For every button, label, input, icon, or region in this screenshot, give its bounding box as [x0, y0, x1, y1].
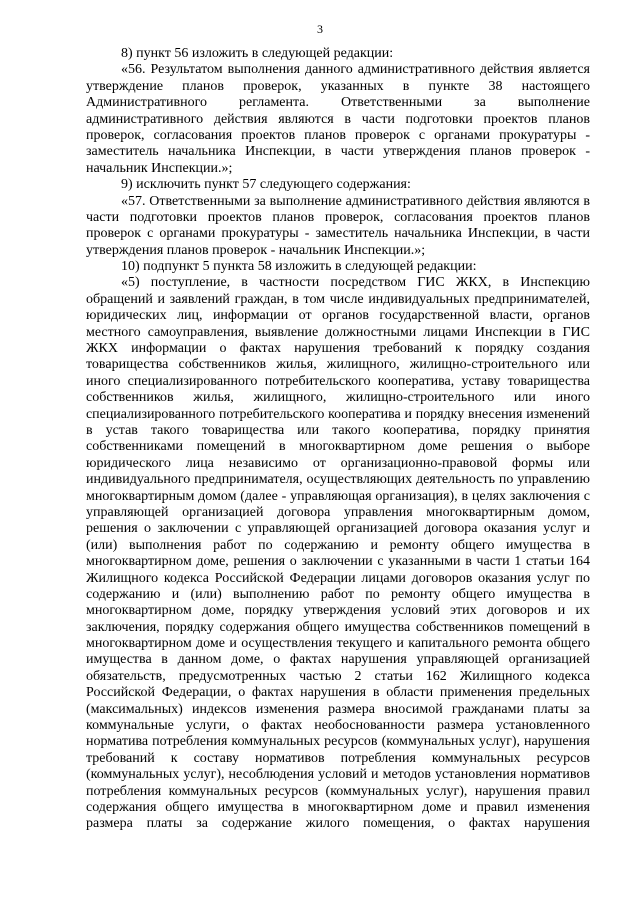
text-line: 10) подпункт 5 пункта 58 изложить в следующей редакции: [121, 259, 477, 275]
text-line: имущества в данном доме, о фактах нарушения управляющей организацией [86, 652, 590, 668]
text-line: «5) поступление, в частности посредством ГИС ЖКХ, в Инспекцию [121, 275, 590, 291]
text-line: (или) выполнения работ по содержанию и ремонту общего имущества в [86, 537, 590, 553]
text-line: обязательств, предусмотренных частью 2 статьи 162 Жилищного кодекса [86, 668, 590, 684]
text-line: 9) исключить пункт 57 следующего содержания: [121, 177, 411, 193]
text-line: проверок, согласования проектов планов проверок с органами прокуратуры - [86, 127, 590, 143]
text-line: многоквартирном доме, решения о заключении с указанными в части 1 статьи 164 [86, 554, 590, 570]
text-line: части подготовки проектов планов проверок, согласования проектов планов [86, 209, 590, 225]
text-line: коммунальные услуги, о фактах необоснованности размера установленного [86, 718, 590, 734]
text-line: местного самоуправления, выявление должностными лицами Инспекции в ГИС [86, 324, 590, 340]
page-number: 3 [317, 22, 323, 36]
text-line: товарищества собственников жилья, жилищного, жилищно-строительного или [86, 357, 590, 373]
text-line: потребления коммунальных ресурсов (коммунальных услуг), нарушения правил [86, 783, 590, 799]
text-line: иного специализированного потребительского кооператива, уставу товарищества [86, 373, 590, 389]
text-line: «57. Ответственными за выполнение административного действия являются в [121, 193, 590, 209]
text-line: «56. Результатом выполнения данного административного действия является [121, 62, 590, 78]
text-line: требований к составу нормативов потребления коммунальных ресурсов [86, 750, 590, 766]
text-line: управляющей организацией договора управления многоквартирным домом, [86, 504, 590, 520]
text-line: содержания общего имущества в многоквартирном доме и правил изменения [86, 799, 590, 815]
text-line: проверок с органами прокуратуры - заместитель начальника Инспекции, в части [86, 226, 590, 242]
text-line: юридических лиц, информации от органов государственной власти, органов [86, 308, 590, 324]
text-line: собственников жилья, жилищного, жилищно-строительного или иного [86, 390, 590, 406]
text-line: в устав такого товарищества или такого кооператива, порядку принятия [86, 422, 590, 438]
text-line: Жилищного кодекса Российской Федерации лицами договоров оказания услуг по [86, 570, 590, 586]
text-line: норматива потребления коммунальных ресурсов (коммунальных услуг), нарушения [86, 734, 590, 750]
text-line: начальник Инспекции.»; [86, 160, 233, 176]
text-line: утверждение планов проверок, указанных в пункте 38 настоящего [86, 78, 590, 94]
text-line: (максимальных) индексов изменения размера вносимой гражданами платы за [86, 701, 590, 717]
text-line: многоквартирном доме и осуществления текущего и капитального ремонта общего [86, 636, 590, 652]
document-body [86, 46, 590, 833]
text-line: заместитель начальника Инспекции, в части утверждения планов проверок - [86, 144, 590, 160]
text-line: утверждения планов проверок - начальник Инспекции.»; [86, 242, 426, 258]
text-line: юридического лица независимо от организационно-правовой формы или [86, 455, 590, 471]
text-line: решения о заключении с управляющей организацией договора оказания услуг и [86, 521, 590, 537]
text-line: ЖКХ информации о фактах нарушения требований к порядку создания [86, 341, 590, 357]
text-line: содержанию и (или) выполнению работ по ремонту общего имущества в [86, 586, 590, 602]
text-line: многоквартирном доме, порядку утверждения условий этих договоров и их [86, 603, 590, 619]
text-line: индивидуального предпринимателя, осуществляющих деятельность по управлению [86, 472, 590, 488]
text-line: административного действия являются в части подготовки проектов планов [86, 111, 590, 127]
text-line: заключения, порядку содержания общего имущества собственников помещений в [86, 619, 590, 635]
text-line: Административного регламента. Ответственными за выполнение [86, 95, 590, 111]
text-line: специализированного потребительского кооператива и порядку внесения изменений [86, 406, 590, 422]
text-line: собственниками помещений в многоквартирном доме решения о выборе [86, 439, 590, 455]
text-line: Российской Федерации, о фактах нарушения в области применения предельных [86, 685, 590, 701]
text-line: (коммунальных услуг), несоблюдения условий и методов установления нормативов [86, 767, 590, 783]
text-line: 8) пункт 56 изложить в следующей редакции: [121, 46, 394, 61]
text-line: обращений и заявлений граждан, в том числе индивидуальных предпринимателей, [86, 291, 590, 307]
text-line: размера платы за содержание жилого помещения, о фактах нарушения [86, 816, 590, 832]
text-line: многоквартирным домом (далее - управляющая организация), в целях заключения с [86, 488, 590, 504]
